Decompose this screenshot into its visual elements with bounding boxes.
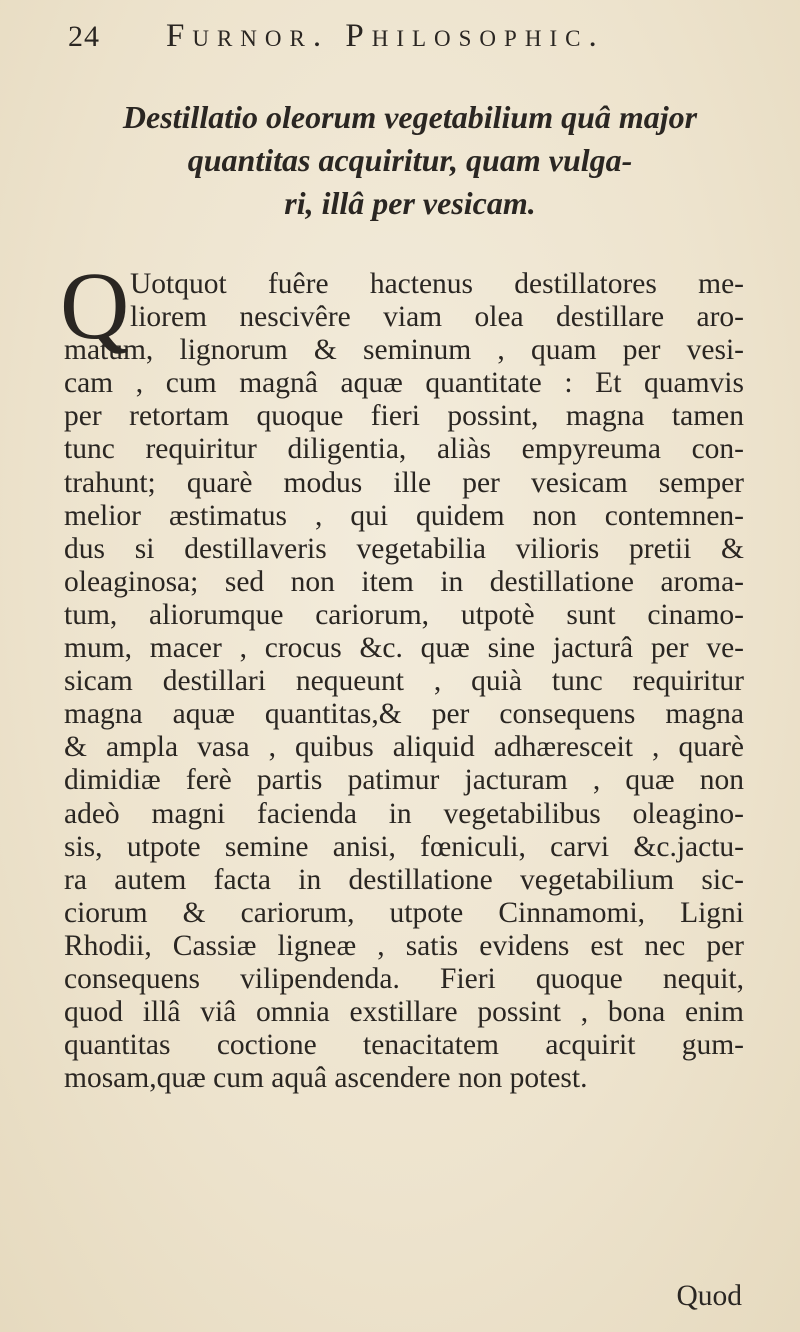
- text-line: mosam,quæ cum aquâ ascendere non potest.: [64, 1062, 588, 1095]
- text-line: per retortam quoque fieri possint, magna tamen: [64, 400, 744, 433]
- running-title: Furnor. Philosophic.: [166, 18, 605, 54]
- text-line: sicam destillari nequeunt , quià tunc requiritur: [64, 665, 744, 698]
- drop-cap: Q: [60, 252, 130, 359]
- text-line: adeò magni facienda in vegetabilibus oleagino-: [64, 797, 744, 830]
- text-line: cam , cum magnâ aquæ quantitate : Et quamvis: [64, 367, 744, 400]
- text-line: trahunt; quarè modus ille per vesicam semper: [64, 466, 744, 499]
- text-line: magna aquæ quantitas,& per consequens magna: [64, 698, 744, 731]
- text-line: dimidiæ ferè partis patimur jacturam , quæ non: [64, 764, 744, 797]
- text-line: Uotquot fuêre hactenus destillatores me-: [130, 268, 744, 300]
- text-line: matum, lignorum & seminum , quam per vesi-: [64, 334, 744, 367]
- text-line: ciorum & cariorum, utpote Cinnamomi, Ligni: [64, 896, 744, 929]
- text-line: sis, utpote semine anisi, fœniculi, carvi &c.jactu-: [64, 830, 744, 863]
- heading-line: Destillatio oleorum vegetabilium quâ major: [122, 99, 698, 135]
- text-line: dus si destillaveris vegetabilia vilioris pretii &: [64, 532, 744, 565]
- text-line: melior æstimatus , qui quidem non contemnen-: [64, 499, 744, 532]
- catchword: Quod: [676, 1280, 742, 1312]
- running-head: [64, 14, 744, 58]
- text-line: & ampla vasa , quibus aliquid adhæresceit , quarè: [64, 731, 744, 764]
- text-line: consequens vilipendenda. Fieri quoque nequit,: [64, 962, 744, 995]
- text-line: ra autem facta in destillatione vegetabilium sic-: [64, 863, 744, 896]
- text-line: mum, macer , crocus &c. quæ sine jacturâ per ve-: [64, 632, 744, 665]
- heading-line: ri, illâ per vesicam.: [284, 185, 536, 221]
- text-line: liorem nescivêre viam olea destillare aro-: [130, 301, 744, 334]
- text-line: tunc requiritur diligentia, aliàs empyreuma con-: [64, 433, 744, 466]
- body-text: [64, 268, 744, 1095]
- section-heading: [80, 96, 740, 225]
- text-line: Rhodii, Cassiæ ligneæ , satis evidens est nec per: [64, 929, 744, 962]
- page-number: 24: [68, 20, 100, 53]
- text-line: quod illâ viâ omnia exstillare possint , bona enim: [64, 996, 744, 1029]
- text-line: tum, aliorumque cariorum, utpotè sunt cinamo-: [64, 598, 744, 631]
- heading-line: quantitas acquiritur, quam vulga-: [187, 142, 633, 178]
- text-line: quantitas coctione tenacitatem acquirit gum-: [64, 1029, 744, 1062]
- text-line: oleaginosa; sed non item in destillatione aroma-: [64, 565, 744, 598]
